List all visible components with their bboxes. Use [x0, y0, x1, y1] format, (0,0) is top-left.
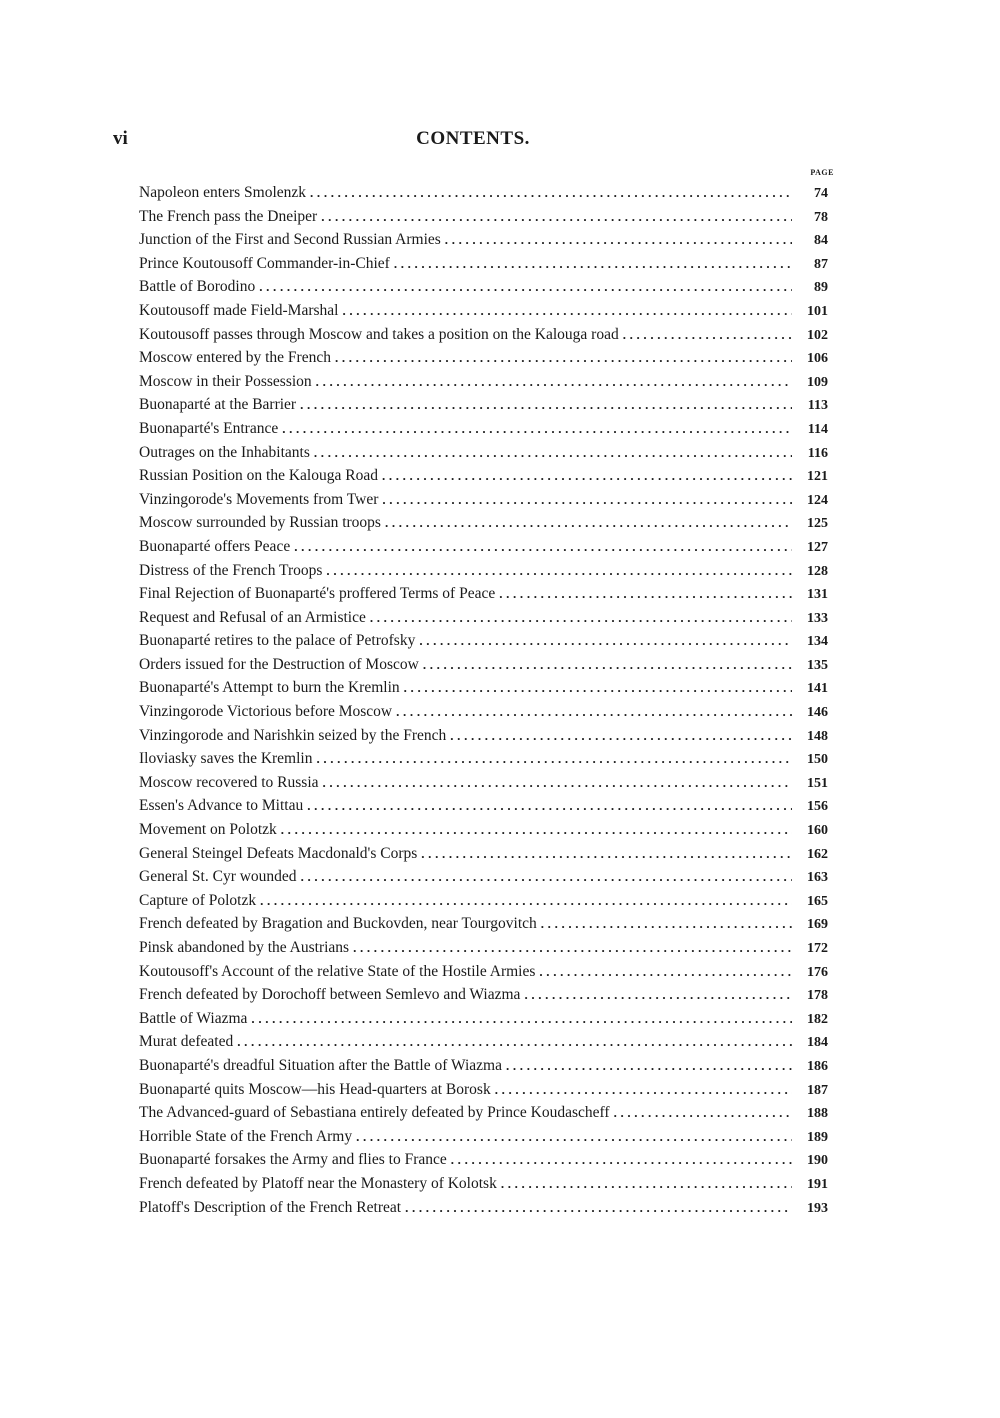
toc-entry	[139, 1199, 828, 1223]
toc-entry	[139, 255, 828, 279]
toc-entry	[139, 1057, 828, 1081]
dot-leader	[300, 397, 792, 413]
toc-entry	[139, 656, 828, 680]
toc-entry-page: 156	[807, 799, 828, 815]
toc-entry	[139, 444, 828, 468]
toc-entry	[139, 1175, 828, 1199]
toc-entry	[139, 1104, 828, 1128]
toc-entry-title: Prince Koutousoff Commander-in-Chief	[139, 254, 390, 272]
toc-entry-page: 182	[807, 1011, 828, 1027]
toc-entry-page: 102	[807, 327, 828, 343]
dot-leader	[450, 728, 792, 744]
dot-leader	[301, 869, 792, 885]
toc-entry-title: Russian Position on the Kalouga Road	[139, 467, 378, 485]
toc-entry-page: 84	[814, 233, 828, 249]
toc-entry-page: 127	[807, 539, 828, 555]
toc-entry	[139, 326, 828, 350]
toc-entry-page: 141	[807, 681, 828, 697]
toc-entry-page: 187	[807, 1082, 828, 1098]
toc-entry-title: Buonaparté retires to the palace of Petrofsky	[139, 632, 416, 650]
toc-entry-page: 135	[807, 657, 828, 673]
dot-leader	[251, 1011, 792, 1027]
toc-entry	[139, 1081, 828, 1105]
toc-entry-page: 172	[807, 941, 828, 956]
dot-leader	[321, 209, 792, 225]
dot-leader	[316, 751, 792, 767]
toc-entry	[139, 939, 828, 963]
dot-leader	[524, 987, 792, 1003]
toc-entry-title: General Steingel Defeats Macdonald's Corps	[139, 844, 418, 862]
toc-entry-page: 78	[814, 209, 828, 225]
toc-entry	[139, 845, 828, 869]
toc-entry	[139, 396, 828, 420]
toc-entry	[139, 892, 828, 916]
toc-entry-title: Koutousoff made Field-Marshal	[139, 301, 339, 319]
dot-leader	[370, 610, 792, 626]
toc-entry-page: 191	[807, 1176, 828, 1192]
toc-entry-page: 184	[807, 1035, 828, 1051]
toc-entry-page: 114	[807, 421, 828, 437]
toc-entry-page: 150	[807, 752, 828, 768]
dot-leader	[404, 680, 792, 696]
toc-entry-page: 169	[807, 917, 828, 933]
dot-leader	[316, 374, 792, 390]
toc-entry-page: 178	[807, 988, 828, 1004]
toc-entry-title: Request and Refusal of an Armistice	[139, 608, 366, 626]
toc-entry	[139, 821, 828, 845]
toc-entry-title: Orders issued for the Destruction of Moscow	[139, 655, 419, 673]
dot-leader	[307, 798, 792, 814]
dot-leader	[419, 633, 792, 649]
dot-leader	[326, 563, 792, 579]
toc-entry-page: 188	[807, 1106, 828, 1122]
toc-entry-title: Capture of Polotzk	[139, 891, 257, 909]
toc-entry-page: 133	[807, 610, 828, 626]
dot-leader	[335, 350, 792, 366]
toc-entry	[139, 1151, 828, 1175]
toc-entry	[139, 302, 828, 326]
page-header	[113, 128, 833, 158]
toc-entry-page: 163	[807, 870, 828, 886]
dot-leader	[281, 822, 792, 838]
toc-entry	[139, 1033, 828, 1057]
toc-entry-page: 116	[807, 445, 828, 461]
dot-leader	[294, 539, 792, 555]
toc-entry-page: 189	[807, 1129, 828, 1145]
dot-leader	[445, 232, 792, 248]
toc-entry-page: 134	[807, 634, 828, 650]
toc-entry-page: 131	[807, 587, 828, 603]
dot-leader	[259, 279, 792, 295]
toc-entry-title: Moscow in their Possession	[139, 372, 312, 390]
toc-entry-title: Moscow entered by the French	[139, 349, 331, 367]
toc-entry	[139, 184, 828, 208]
dot-leader	[451, 1152, 792, 1168]
toc-entry-title: Pinsk abandoned by the Austrians	[139, 939, 350, 956]
toc-entry-page: 146	[807, 705, 828, 721]
toc-entry-page: 160	[807, 823, 828, 839]
toc-entry-title: Battle of Borodino	[139, 278, 256, 296]
toc-entry	[139, 774, 828, 798]
dot-leader	[353, 940, 792, 956]
dot-leader	[382, 468, 792, 484]
dot-leader	[506, 1058, 792, 1074]
dot-leader	[260, 893, 792, 909]
toc-entry-title: Essen's Advance to Mittau	[139, 797, 304, 815]
dot-leader	[539, 964, 792, 980]
toc-entry-title: Vinzingorode's Movements from Twer	[139, 490, 379, 508]
page-number: vi	[113, 128, 128, 149]
toc-entry	[139, 1010, 828, 1034]
toc-entry	[139, 349, 828, 373]
toc-entry-title: Buonaparté offers Peace	[139, 537, 291, 555]
toc-entry-title: Buonaparté quits Moscow—his Head-quarters at Borosk	[139, 1080, 491, 1098]
toc-entry	[139, 585, 828, 609]
toc-entry-page: 128	[807, 563, 828, 579]
dot-leader	[421, 846, 792, 862]
toc-entry	[139, 467, 828, 491]
toc-entry-page: 165	[807, 893, 828, 909]
toc-entry	[139, 278, 828, 302]
toc-entry-page: 151	[807, 775, 828, 791]
dot-leader	[423, 657, 792, 673]
toc-entry-title: Vinzingorode and Narishkin seized by the French	[139, 726, 447, 744]
toc-entry-page: 186	[807, 1058, 828, 1074]
toc-entry-title: Movement on Polotzk	[139, 821, 277, 839]
dot-leader	[541, 916, 792, 932]
toc-entry-page: 101	[807, 303, 828, 319]
toc-entry-title: Moscow recovered to Russia	[139, 773, 319, 791]
toc-entry-title: Outrages on the Inhabitants	[139, 443, 310, 461]
toc-entry	[139, 868, 828, 892]
toc-entry-title: Final Rejection of Buonaparté's proffered Terms of Peace	[139, 585, 496, 603]
toc-entry-page: 148	[807, 728, 828, 744]
toc-entry-title: French defeated by Dorochoff between Semlevo and Wiazma	[139, 986, 521, 1004]
dot-leader	[323, 775, 793, 791]
toc-entry	[139, 915, 828, 939]
toc-entry-title: Vinzingorode Victorious before Moscow	[139, 703, 393, 721]
toc-entry-title: The French pass the Dneiper	[139, 207, 318, 225]
toc-entry-title: Murat defeated	[139, 1033, 234, 1051]
toc-entry-page: 176	[807, 964, 828, 980]
toc-entry-title: Junction of the First and Second Russian Armies	[139, 231, 441, 249]
toc-entry-title: Koutousoff's Account of the relative State of the Hostile Armies	[139, 962, 536, 980]
toc-entry-title: Distress of the French Troops	[139, 561, 323, 579]
page-title: CONTENTS.	[416, 128, 530, 149]
toc-entry	[139, 231, 828, 255]
toc-entry-page: 74	[814, 186, 828, 201]
toc-entry-title: Buonaparté's dreadful Situation after the Battle of Wiazma	[139, 1056, 502, 1074]
toc-entry-title: Koutousoff passes through Moscow and takes a position on the Kalouga road	[139, 325, 619, 343]
toc-entry-title: Iloviasky saves the Kremlin	[139, 750, 313, 768]
dot-leader	[385, 515, 792, 531]
toc-entry	[139, 373, 828, 397]
toc-entry-title: Buonaparté forsakes the Army and flies to France	[139, 1151, 447, 1169]
page-column-label: PAGE	[810, 168, 834, 177]
toc-entry-title: Platoff's Description of the French Retreat	[139, 1198, 402, 1216]
toc-entry	[139, 727, 828, 751]
dot-leader	[623, 327, 792, 343]
dot-leader	[396, 704, 792, 720]
toc-entry-page: 109	[807, 374, 828, 390]
toc-entry-title: The Advanced-guard of Sebastiana entirely defeated by Prince Koudascheff	[139, 1104, 610, 1122]
toc-entry-title: French defeated by Platoff near the Monastery of Kolotsk	[139, 1174, 497, 1192]
toc-entry-title: Buonaparté's Entrance	[139, 419, 279, 437]
dot-leader	[405, 1200, 792, 1216]
toc-entry	[139, 632, 828, 656]
toc-entry-page: 87	[814, 256, 828, 272]
toc-entry-title: Napoleon enters Smolenzk	[139, 184, 307, 201]
dot-leader	[499, 586, 792, 602]
toc-entry-page: 113	[807, 398, 828, 414]
dot-leader	[356, 1129, 792, 1145]
toc-entry	[139, 986, 828, 1010]
toc-entry	[139, 679, 828, 703]
toc-entry-page: 121	[807, 469, 828, 485]
toc-entry-page: 162	[807, 846, 828, 862]
toc-entry-page: 89	[814, 280, 828, 296]
dot-leader	[314, 445, 792, 461]
toc-entry-page: 106	[807, 351, 828, 367]
toc-entry-page: 124	[807, 492, 828, 508]
dot-leader	[282, 421, 792, 437]
toc-entry-title: Buonaparté at the Barrier	[139, 396, 297, 414]
toc-entry	[139, 797, 828, 821]
toc-entry	[139, 703, 828, 727]
toc-entry	[139, 491, 828, 515]
dot-leader	[495, 1082, 792, 1098]
toc-entry	[139, 538, 828, 562]
toc-entry	[139, 1128, 828, 1152]
table-of-contents	[139, 184, 828, 1222]
dot-leader	[310, 185, 792, 201]
toc-entry-page: 190	[807, 1153, 828, 1169]
toc-entry-title: Horrible State of the French Army	[139, 1127, 353, 1145]
toc-entry-title: French defeated by Bragation and Buckovden, near Tourgovitch	[139, 915, 537, 933]
toc-entry	[139, 750, 828, 774]
toc-entry	[139, 609, 828, 633]
toc-entry-title: Battle of Wiazma	[139, 1009, 248, 1027]
dot-leader	[501, 1176, 792, 1192]
toc-entry	[139, 208, 828, 232]
toc-entry	[139, 562, 828, 586]
toc-entry	[139, 514, 828, 538]
dot-leader	[614, 1105, 792, 1121]
toc-entry-page: 125	[807, 516, 828, 532]
dot-leader	[237, 1034, 792, 1050]
toc-entry	[139, 420, 828, 444]
toc-entry-title: Buonaparté's Attempt to burn the Kremlin	[139, 679, 400, 697]
dot-leader	[382, 492, 792, 508]
toc-entry-page: 193	[807, 1200, 828, 1216]
dot-leader	[342, 303, 792, 319]
toc-entry-title: General St. Cyr wounded	[139, 868, 297, 886]
toc-entry-title: Moscow surrounded by Russian troops	[139, 514, 381, 532]
dot-leader	[394, 256, 792, 272]
toc-entry	[139, 963, 828, 987]
